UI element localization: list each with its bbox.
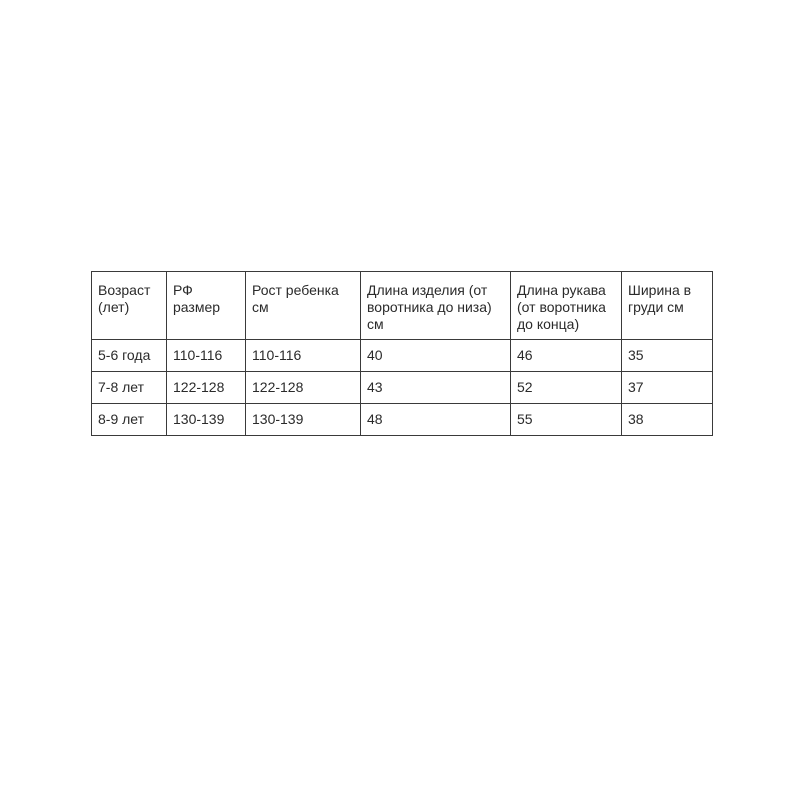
header-garment-length-label: Длина изделия (от воротника до низа) см <box>367 282 492 332</box>
header-cell-rf-size <box>167 272 246 340</box>
header-cell-chest-width <box>622 272 713 340</box>
table-cell-garment-length: 48 <box>361 404 511 436</box>
table-row <box>92 372 713 404</box>
table-cell-child-height: 122-128 <box>246 372 361 404</box>
table-cell-child-height: 130-139 <box>246 404 361 436</box>
header-cell-age <box>92 272 167 340</box>
table-header-row <box>92 272 713 340</box>
table-cell-chest-width: 37 <box>622 372 713 404</box>
table-cell-age: 5-6 года <box>92 340 167 372</box>
header-cell-sleeve-length <box>511 272 622 340</box>
table-cell-age: 8-9 лет <box>92 404 167 436</box>
size-chart-table <box>91 271 713 436</box>
header-child-height-label: Рост ребенка см <box>252 282 339 315</box>
table-cell-rf-size: 122-128 <box>167 372 246 404</box>
header-cell-child-height <box>246 272 361 340</box>
table-row <box>92 340 713 372</box>
table-cell-chest-width: 38 <box>622 404 713 436</box>
table-row <box>92 404 713 436</box>
table-cell-child-height: 110-116 <box>246 340 361 372</box>
header-cell-garment-length <box>361 272 511 340</box>
table-cell-sleeve-length: 52 <box>511 372 622 404</box>
table-cell-sleeve-length: 55 <box>511 404 622 436</box>
table-cell-rf-size: 110-116 <box>167 340 246 372</box>
table-cell-rf-size: 130-139 <box>167 404 246 436</box>
table-cell-garment-length: 40 <box>361 340 511 372</box>
table-cell-sleeve-length: 46 <box>511 340 622 372</box>
table-cell-age: 7-8 лет <box>92 372 167 404</box>
header-sleeve-length-label: Длина рукава (от воротника до конца) <box>517 282 606 332</box>
table-cell-garment-length: 43 <box>361 372 511 404</box>
header-age-label: Возраст (лет) <box>98 282 151 315</box>
header-rf-size-label: РФ размер <box>173 282 221 315</box>
header-chest-width-label: Ширина в груди см <box>628 282 692 315</box>
table-cell-chest-width: 35 <box>622 340 713 372</box>
